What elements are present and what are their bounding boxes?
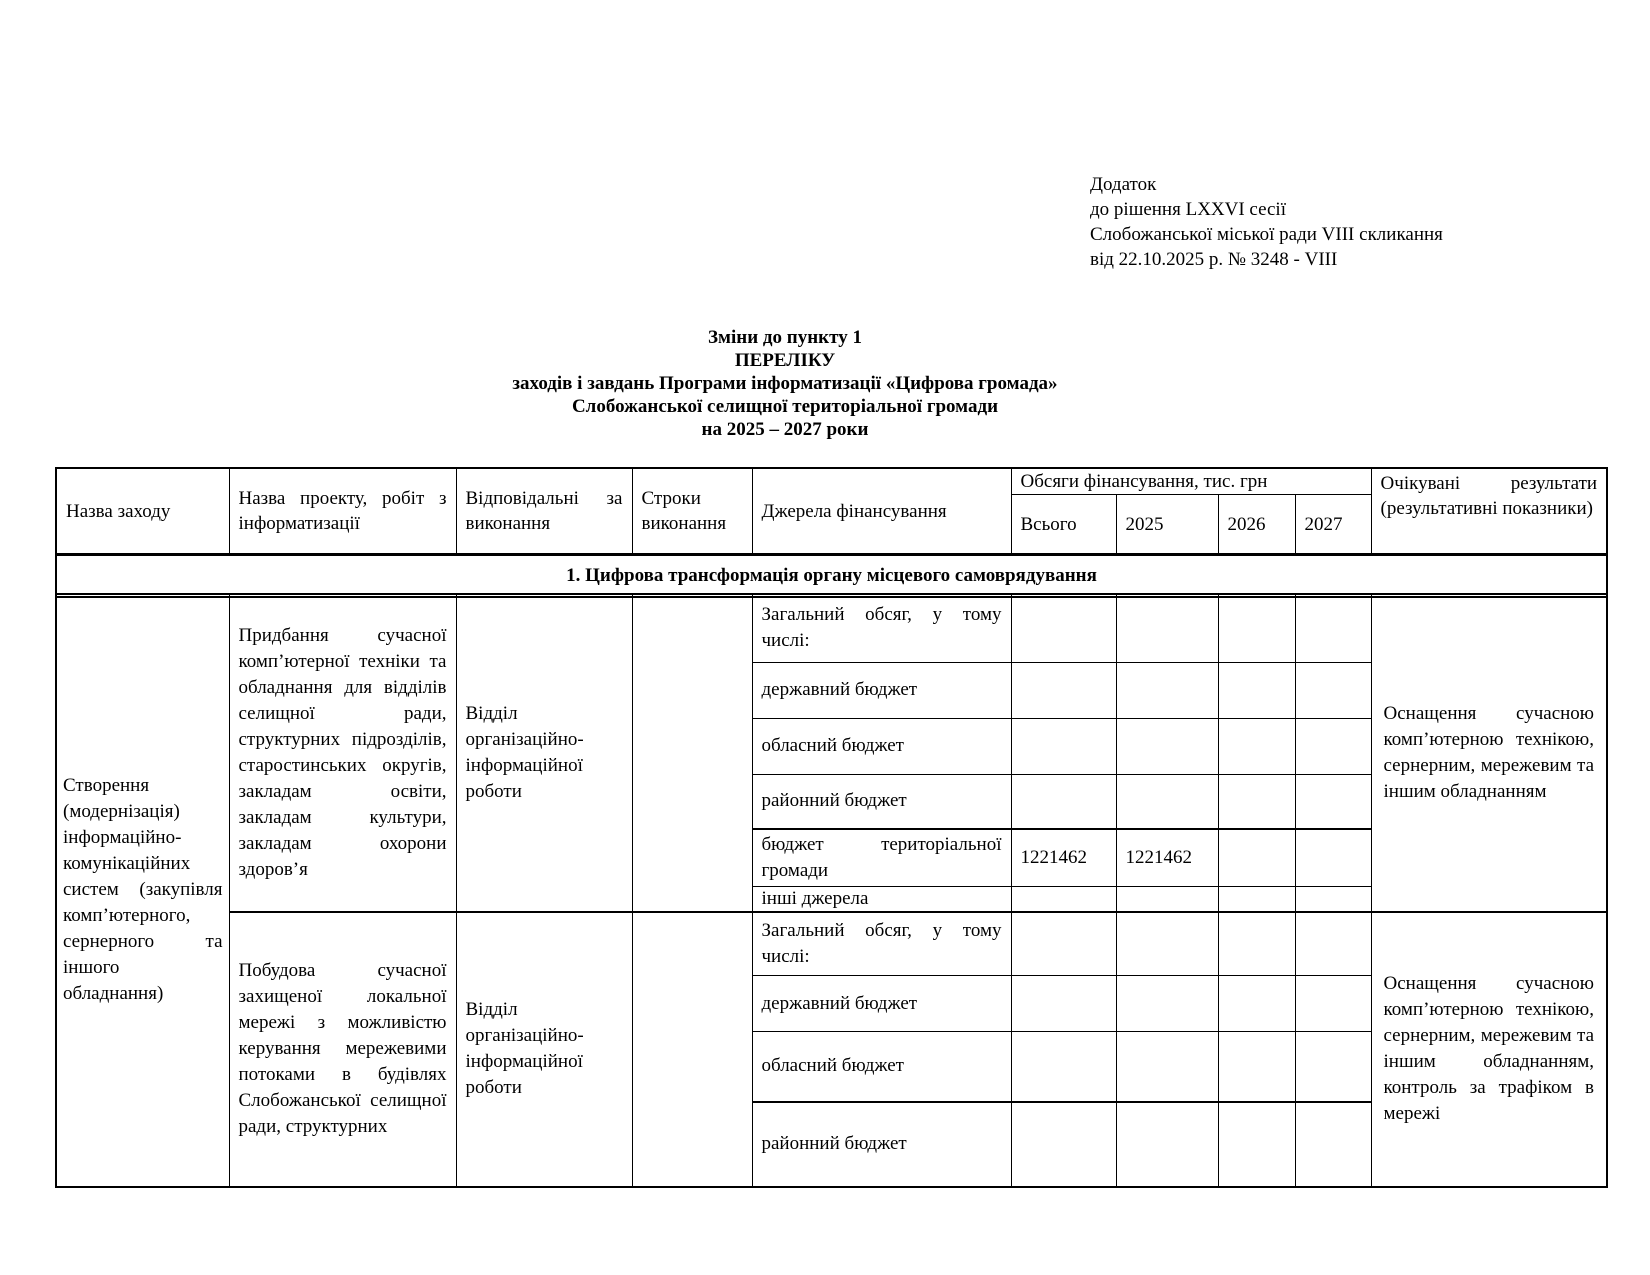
- cell-project-2: Побудова сучасної захищеної локальної мережі з можливістю керування мережевими потоками в будівлях Слобожанської селищної ради, структурних: [229, 912, 456, 1187]
- cell-total: [1011, 912, 1116, 976]
- cell-source: бюджет територіальної громади: [752, 829, 1011, 887]
- header-responsible: Відповідальні за виконання: [456, 468, 632, 555]
- cell-total: [1011, 887, 1116, 912]
- cell-2027: [1295, 912, 1371, 976]
- cell-total: [1011, 594, 1116, 662]
- cell-total: [1011, 1102, 1116, 1187]
- cell-2027: [1295, 829, 1371, 887]
- cell-source: інші джерела: [752, 887, 1011, 912]
- annex-line: Додаток: [1090, 174, 1157, 195]
- header-funding-group: Обсяги фінансування, тис. грн: [1011, 468, 1371, 495]
- header-project: Назва проекту, робіт з інформатизації: [229, 468, 456, 555]
- cell-measure-name: Створення (модернізація) інформаційно-комунікаційних систем (закупівля комп’ютерного, сернерного та іншого обладнання): [56, 594, 229, 1187]
- cell-2025: [1116, 912, 1218, 976]
- title-line: на 2025 – 2027 роки: [701, 419, 869, 440]
- cell-2026: [1218, 1102, 1295, 1187]
- cell-2025: [1116, 718, 1218, 774]
- header-measure: Назва заходу: [56, 468, 229, 555]
- cell-source: державний бюджет: [752, 662, 1011, 718]
- cell-2026: [1218, 1032, 1295, 1102]
- cell-source: районний бюджет: [752, 774, 1011, 829]
- cell-total: [1011, 1032, 1116, 1102]
- cell-2026: [1218, 594, 1295, 662]
- cell-results-1: Оснащення сучасною комп’ютерною технікою, сернерним, мережевим та іншим обладнанням: [1371, 594, 1607, 912]
- cell-source: районний бюджет: [752, 1102, 1011, 1187]
- cell-total: 1221462: [1011, 829, 1116, 887]
- cell-2027: [1295, 976, 1371, 1032]
- funding-row: [56, 912, 1607, 976]
- cell-2025: [1116, 887, 1218, 912]
- cell-source: обласний бюджет: [752, 718, 1011, 774]
- cell-2027: [1295, 887, 1371, 912]
- funding-row: [56, 594, 1607, 662]
- cell-total: [1011, 662, 1116, 718]
- cell-terms-2: [632, 912, 752, 1187]
- document-title: [0, 326, 1570, 441]
- title-line: ПЕРЕЛІКУ: [734, 350, 836, 371]
- cell-2026: [1218, 774, 1295, 829]
- cell-2026: [1218, 829, 1295, 887]
- cell-2025: [1116, 594, 1218, 662]
- annex-line: до рішення LXXVI сесії: [1090, 199, 1286, 220]
- table-header-section: [55, 467, 1608, 598]
- header-results: Очікувані результати (результативні показники): [1371, 468, 1607, 555]
- cell-2026: [1218, 662, 1295, 718]
- header-terms: Строки виконання: [632, 468, 752, 555]
- table-body-section: [55, 593, 1608, 1188]
- header-2027: 2027: [1295, 495, 1371, 555]
- cell-source: обласний бюджет: [752, 1032, 1011, 1102]
- cell-total: [1011, 774, 1116, 829]
- program-table-header: [55, 467, 1608, 598]
- cell-source: Загальний обсяг, у тому числі:: [752, 912, 1011, 976]
- section-row: [56, 555, 1607, 598]
- cell-2025: [1116, 1102, 1218, 1187]
- header-row-1: [56, 468, 1607, 495]
- header-source: Джерела фінансування: [752, 468, 1011, 555]
- cell-source: державний бюджет: [752, 976, 1011, 1032]
- cell-2027: [1295, 774, 1371, 829]
- annex-reference-block: [1090, 172, 1443, 272]
- annex-line: Слобожанської міської ради VIII скликання: [1090, 224, 1443, 245]
- cell-total: [1011, 718, 1116, 774]
- cell-2025: [1116, 976, 1218, 1032]
- cell-results-2: Оснащення сучасною комп’ютерною технікою, сернерним, мережевим та іншим обладнанням, контроль за трафіком в мережі: [1371, 912, 1607, 1187]
- title-line: заходів і завдань Програми інформатизації «Цифрова громада»: [512, 373, 1058, 394]
- cell-2026: [1218, 912, 1295, 976]
- annex-line: від 22.10.2025 р. № 3248 - VIII: [1090, 249, 1338, 270]
- cell-2027: [1295, 1102, 1371, 1187]
- cell-total: [1011, 976, 1116, 1032]
- cell-2027: [1295, 1032, 1371, 1102]
- cell-source: Загальний обсяг, у тому числі:: [752, 594, 1011, 662]
- header-2025: 2025: [1116, 495, 1218, 555]
- cell-project-1: Придбання сучасної комп’ютерної техніки та обладнання для відділів селищної ради, структурних підрозділів, старостинських округів, закладам освіти, закладам культури, закладам охорони здоров’я: [229, 594, 456, 912]
- cell-2026: [1218, 887, 1295, 912]
- cell-2025: [1116, 662, 1218, 718]
- cell-2025: [1116, 1032, 1218, 1102]
- header-total: Всього: [1011, 495, 1116, 555]
- cell-responsible-1: Відділ організаційно-інформаційної роботи: [456, 594, 632, 912]
- cell-terms-1: [632, 594, 752, 912]
- section-title: 1. Цифрова трансформація органу місцевого самоврядування: [56, 555, 1607, 598]
- cell-2025: 1221462: [1116, 829, 1218, 887]
- title-line: Слобожанської селищної територіальної громади: [571, 396, 999, 417]
- cell-2026: [1218, 718, 1295, 774]
- cell-2027: [1295, 594, 1371, 662]
- program-table-body: [55, 593, 1608, 1188]
- cell-2027: [1295, 718, 1371, 774]
- header-2026: 2026: [1218, 495, 1295, 555]
- cell-2026: [1218, 976, 1295, 1032]
- cell-responsible-2: Відділ організаційно-інформаційної роботи: [456, 912, 632, 1187]
- cell-2027: [1295, 662, 1371, 718]
- title-line: Зміни до пункту 1: [708, 327, 862, 348]
- cell-2025: [1116, 774, 1218, 829]
